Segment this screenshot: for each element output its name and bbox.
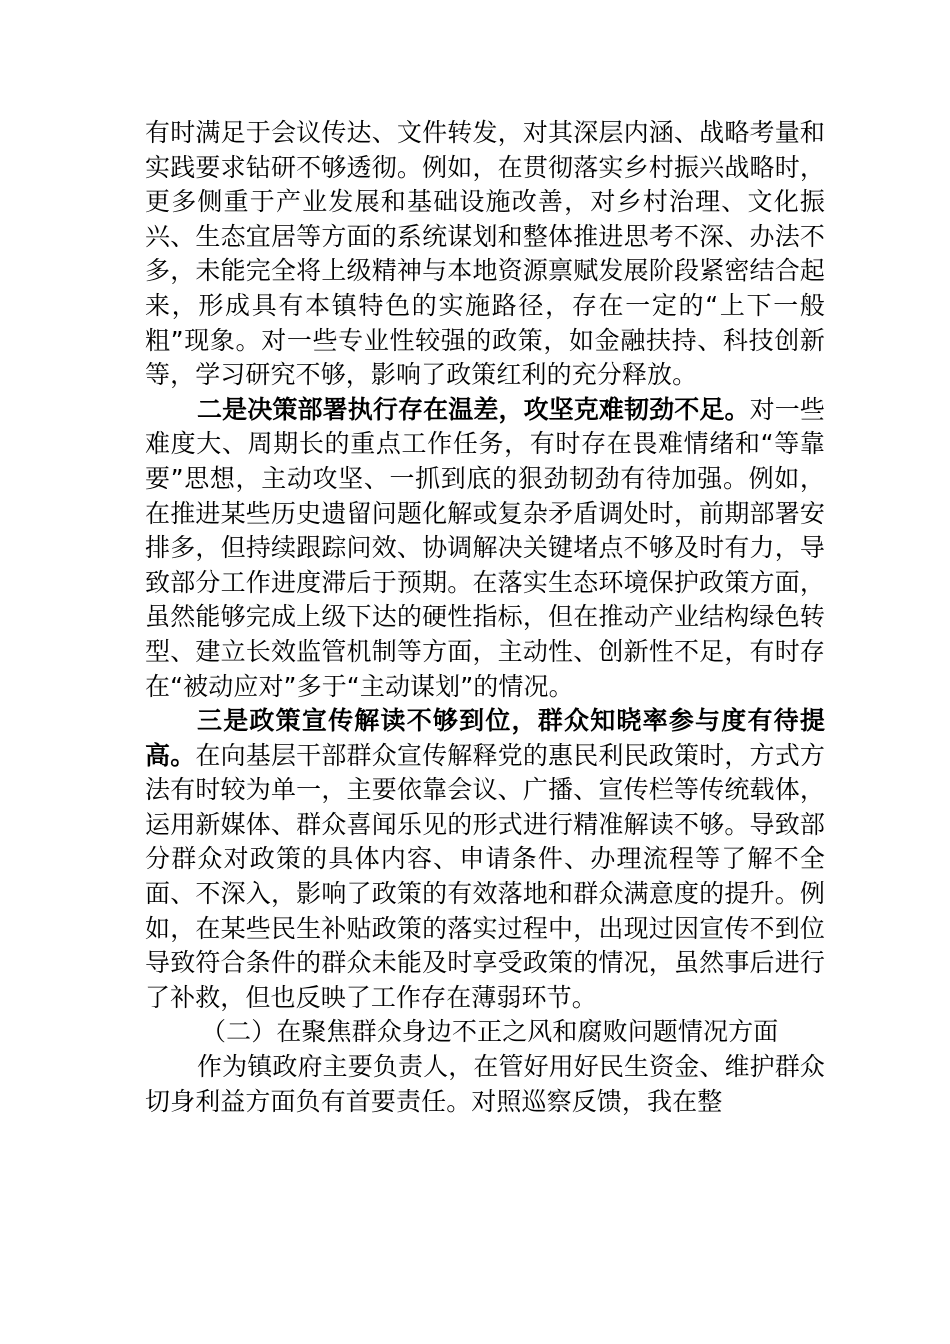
paragraph-section-two-intro: 作为镇政府主要负责人，在管好用好民生资金、维护群众切身利益方面负有首要责任。对照巡察反馈，我在整 [145,1052,825,1116]
point-two-body: 对一些难度大、周期长的重点工作任务，有时存在畏难情绪和“等靠要”思想，主动攻坚、一抓到底的狠劲韧劲有待加强。例如，在推进某些历史遗留问题化解或复杂矛盾调处时，前期部署安排多，但持续跟踪问效、协调解决关键堵点不够及时有力，导致部分工作进度滞后于预期。在落实生态环境保护政策方面，虽然能够完成上级下达的硬性指标，但在推动产业结构绿色转型、建立长效监管机制等方面，主动性、创新性不足，有时存在“被动应对”多于“主动谋划”的情况。 [145,394,825,701]
paragraph-continuation: 有时满足于会议传达、文件转发，对其深层内涵、战略考量和实践要求钻研不够透彻。例如，在贯彻落实乡村振兴战略时，更多侧重于产业发展和基础设施改善，对乡村治理、文化振兴、生态宜居等方面的系统谋划和整体推进思考不深、办法不多，未能完全将上级精神与本地资源禀赋发展阶段紧密结合起来，形成具有本镇特色的实施路径，存在一定的“上下一般粗”现象。对一些专业性较强的政策，如金融扶持、科技创新等，学习研究不够，影响了政策红利的充分释放。 [145,118,825,390]
paragraph-point-three [145,704,825,1015]
point-three-heading: 三是政策宣传解读不够到位，群众知晓率参与度有待提高。 [145,706,825,770]
paragraph-point-two [145,393,825,704]
point-two-heading: 二是决策部署执行存在温差，攻坚克难韧劲不足。 [197,394,750,424]
section-two-title: （二）在聚焦群众身边不正之风和腐败问题情况方面 [201,1017,779,1047]
document-body [145,116,825,1119]
point-three-body: 在向基层干部群众宣传解释党的惠民利民政策时，方式方法有时较为单一，主要依靠会议、广播、宣传栏等传统载体，运用新媒体、群众喜闻乐见的形式进行精准解读不够。导致部分群众对政策的具体内容、申请条件、办理流程等了解不全面、不深入，影响了政策的有效落地和群众满意度的提升。例如，在某些民生补贴政策的落实过程中，出现过因宣传不到位导致符合条件的群众未能及时享受政策的情况，虽然事后进行了补救，但也反映了工作存在薄弱环节。 [145,740,825,1012]
